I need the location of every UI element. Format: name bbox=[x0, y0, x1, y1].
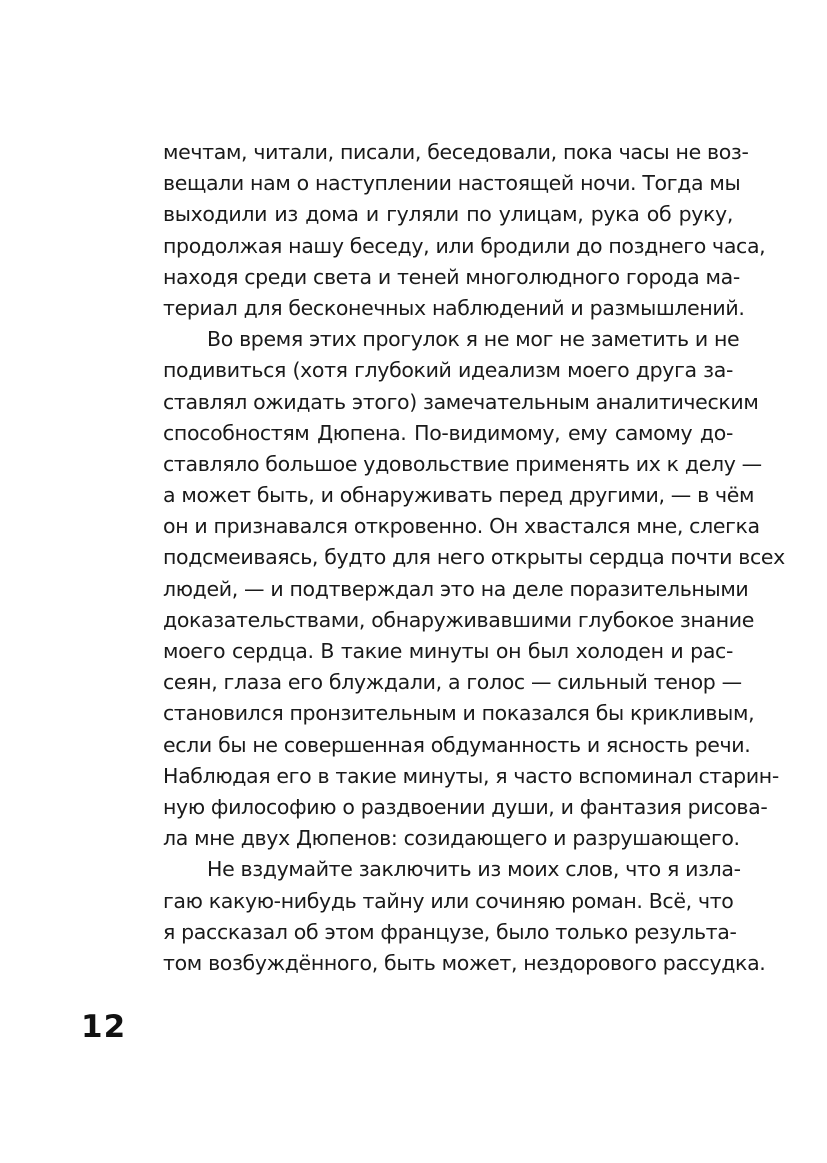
text-line: если бы не совершенная обдуманность и ясность речи. bbox=[163, 732, 751, 757]
text-line: ставлял ожидать этого) замечательным аналитическим bbox=[163, 389, 759, 414]
text-line: ла мне двух Дюпенов: созидающего и разрушающего. bbox=[163, 826, 740, 851]
text-line: продолжая нашу беседу, или бродили до позднего часа, bbox=[163, 233, 766, 258]
text-line: вещали нам о наступлении настоящей ночи. Тогда мы bbox=[163, 171, 741, 196]
text-line: способностям Дюпена. По-видимому, ему самому до- bbox=[163, 420, 733, 445]
text-line: а может быть, и обнаруживать перед другими, — в чём bbox=[163, 483, 755, 508]
text-line: подсмеиваясь, будто для него открыты сердца почти всех bbox=[163, 545, 785, 570]
text-line: ставляло большое удовольствие применять их к делу — bbox=[163, 451, 762, 476]
text-line: людей, — и подтверждал это на деле поразительными bbox=[163, 576, 749, 601]
paragraph-first-line: Во время этих прогулок я не мог не заметить и не bbox=[207, 327, 740, 352]
text-line: доказательствами, обнаруживавшими глубокое знание bbox=[163, 607, 755, 632]
text-line: он и признавался откровенно. Он хвастался мне, слегка bbox=[163, 514, 760, 539]
text-line: находя среди света и теней многолюдного города ма- bbox=[163, 264, 740, 289]
text-line: том возбуждённого, быть может, нездорового рассудка. bbox=[163, 950, 766, 975]
text-line: Наблюдая его в такие минуты, я часто вспоминал старин- bbox=[163, 763, 779, 788]
text-line: ную философию о раздвоении души, и фантазия рисова- bbox=[163, 794, 768, 819]
text-line: сеян, глаза его блуждали, а голос — сильный тенор — bbox=[163, 670, 742, 695]
page-number: 12 bbox=[81, 1009, 127, 1045]
text-line: становился пронзительным и показался бы крикливым, bbox=[163, 701, 755, 726]
paragraph-first-line: Не вздумайте заключить из моих слов, что я изла- bbox=[207, 857, 741, 882]
body-text bbox=[163, 137, 785, 979]
text-line: выходили из дома и гуляли по улицам, рука об руку, bbox=[163, 202, 733, 227]
text-line: подивиться (хотя глубокий идеализм моего друга за- bbox=[163, 358, 733, 383]
text-line: териал для бесконечных наблюдений и размышлений. bbox=[163, 295, 745, 320]
text-line: гаю какую-нибудь тайну или сочиняю роман. Всё, что bbox=[163, 888, 734, 913]
text-line: моего сердца. В такие минуты он был холоден и рас- bbox=[163, 639, 733, 663]
text-line: я рассказал об этом французе, было только результа- bbox=[163, 919, 737, 944]
text-line: мечтам, читали, писали, беседовали, пока часы не воз- bbox=[163, 140, 749, 164]
